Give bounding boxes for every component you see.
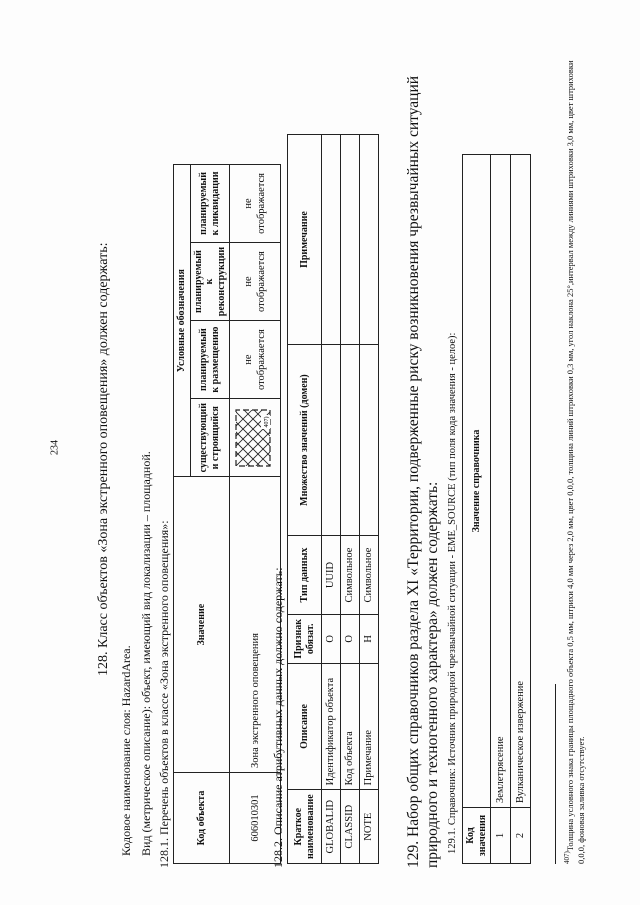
attr-data-type: Символьное	[360, 536, 379, 615]
symbol-footnote-ref: 407)	[264, 416, 270, 428]
geometry-type-line: Вид (метрическое описание): объект, имеющий вид локализации – площадной.	[139, 451, 153, 856]
objects-list-caption: 128.1. Перечень объектов в классе «Зона экстренного оповещения»:	[157, 520, 171, 868]
attr-header-data-type: Тип данных	[288, 536, 322, 615]
header-object-code: Код объекта	[174, 772, 230, 863]
reference-caption: 129.1. Справочник: Источник природной чрезвычайной ситуации - EME_SOURCE (тип поля кода значения - целое):	[447, 332, 458, 854]
object-value: Зона экстренного оповещения	[230, 477, 281, 773]
footnote-separator	[555, 684, 556, 864]
ref-value: Вулканическое извержение	[511, 155, 531, 808]
layer-code-line: Кодовое наименование слоя: HazardArea.	[119, 645, 133, 856]
header-planned-liquidation: планируемый к ликвидации	[190, 165, 230, 243]
symbol-existing-cell	[230, 399, 281, 477]
reference-table	[462, 154, 531, 864]
footnote	[563, 44, 587, 864]
attr-required: О	[341, 615, 360, 664]
planned-reconstruction-value: не отображается	[230, 242, 281, 320]
attr-header-short-name: Краткое наименование	[288, 790, 322, 864]
table-row	[491, 155, 511, 864]
ref-code: 2	[511, 808, 531, 864]
attr-header-note: Примечание	[288, 135, 322, 345]
attr-data-type: UUID	[322, 536, 341, 615]
ref-header-value: Значение справочника	[463, 155, 491, 808]
attributes-table	[287, 134, 379, 864]
attr-domain	[322, 345, 341, 536]
attr-domain	[360, 345, 379, 536]
attr-description: Примечание	[360, 663, 379, 790]
attr-data-type: Символьное	[341, 536, 360, 615]
table-row	[322, 135, 341, 864]
footnote-marker: 407)	[563, 851, 571, 864]
ref-value: Землетрясение	[491, 155, 511, 808]
attr-required: О	[322, 615, 341, 664]
page-number: 234	[49, 440, 61, 455]
header-symbols: Условные обозначения	[174, 165, 191, 477]
attr-short-name: CLASSID	[341, 790, 360, 864]
section-128-title: 128. Класс объектов «Зона экстренного оповещения» должен содержать:	[96, 242, 111, 676]
attr-header-domain: Множество значений (домен)	[288, 345, 322, 536]
header-planned-reconstruction: планируемый к реконструкции	[190, 242, 230, 320]
attr-short-name: GLOBALID	[322, 790, 341, 864]
table-row	[341, 135, 360, 864]
footnote-text: Толщина условного знака границы площадного объекта 0,5 мм, штрихи 4,0 мм через 2,0 мм, цвет 0,0,0, толщина линий штриховки 0,3 мм, угол наклона 25°,интервал между линиями штриховки 3,0 мм, цвет штриховки 0,0,0, фоновая заливка отсутствует.	[564, 60, 586, 864]
table-row	[511, 155, 531, 864]
attr-header-required: Признак обязат.	[288, 615, 322, 664]
rotated-content	[93, 26, 603, 876]
attr-description: Идентификатор объекта	[322, 663, 341, 790]
attr-description: Код объекта	[341, 663, 360, 790]
attr-caption: 128.2. Описание атрибутивных данных должно содержать:	[271, 567, 285, 868]
attr-required: Н	[360, 615, 379, 664]
objects-table	[173, 164, 281, 864]
section-129-title: 129. Набор общих справочников раздела XI «Территории, подверженные риску возникновения чрезвычайных ситуаций природного и техногенного характера» должен содержать:	[405, 75, 441, 868]
hatched-area-symbol	[233, 407, 273, 469]
attr-short-name: NOTE	[360, 790, 379, 864]
planned-placement-value: не отображается	[230, 321, 281, 399]
ref-code: 1	[491, 808, 511, 864]
header-planned-placement: планируемый к размещению	[190, 321, 230, 399]
header-value: Значение	[174, 477, 230, 773]
attr-header-description: Описание	[288, 663, 322, 790]
attr-note	[322, 135, 341, 345]
planned-liquidation-value: не отображается	[230, 165, 281, 243]
header-existing: существующий и строящийся	[190, 399, 230, 477]
object-code: 606010301	[230, 772, 281, 863]
table-row	[360, 135, 379, 864]
attr-domain	[341, 345, 360, 536]
attr-note	[341, 135, 360, 345]
attr-note	[360, 135, 379, 345]
ref-header-code: Код значения	[463, 808, 491, 864]
